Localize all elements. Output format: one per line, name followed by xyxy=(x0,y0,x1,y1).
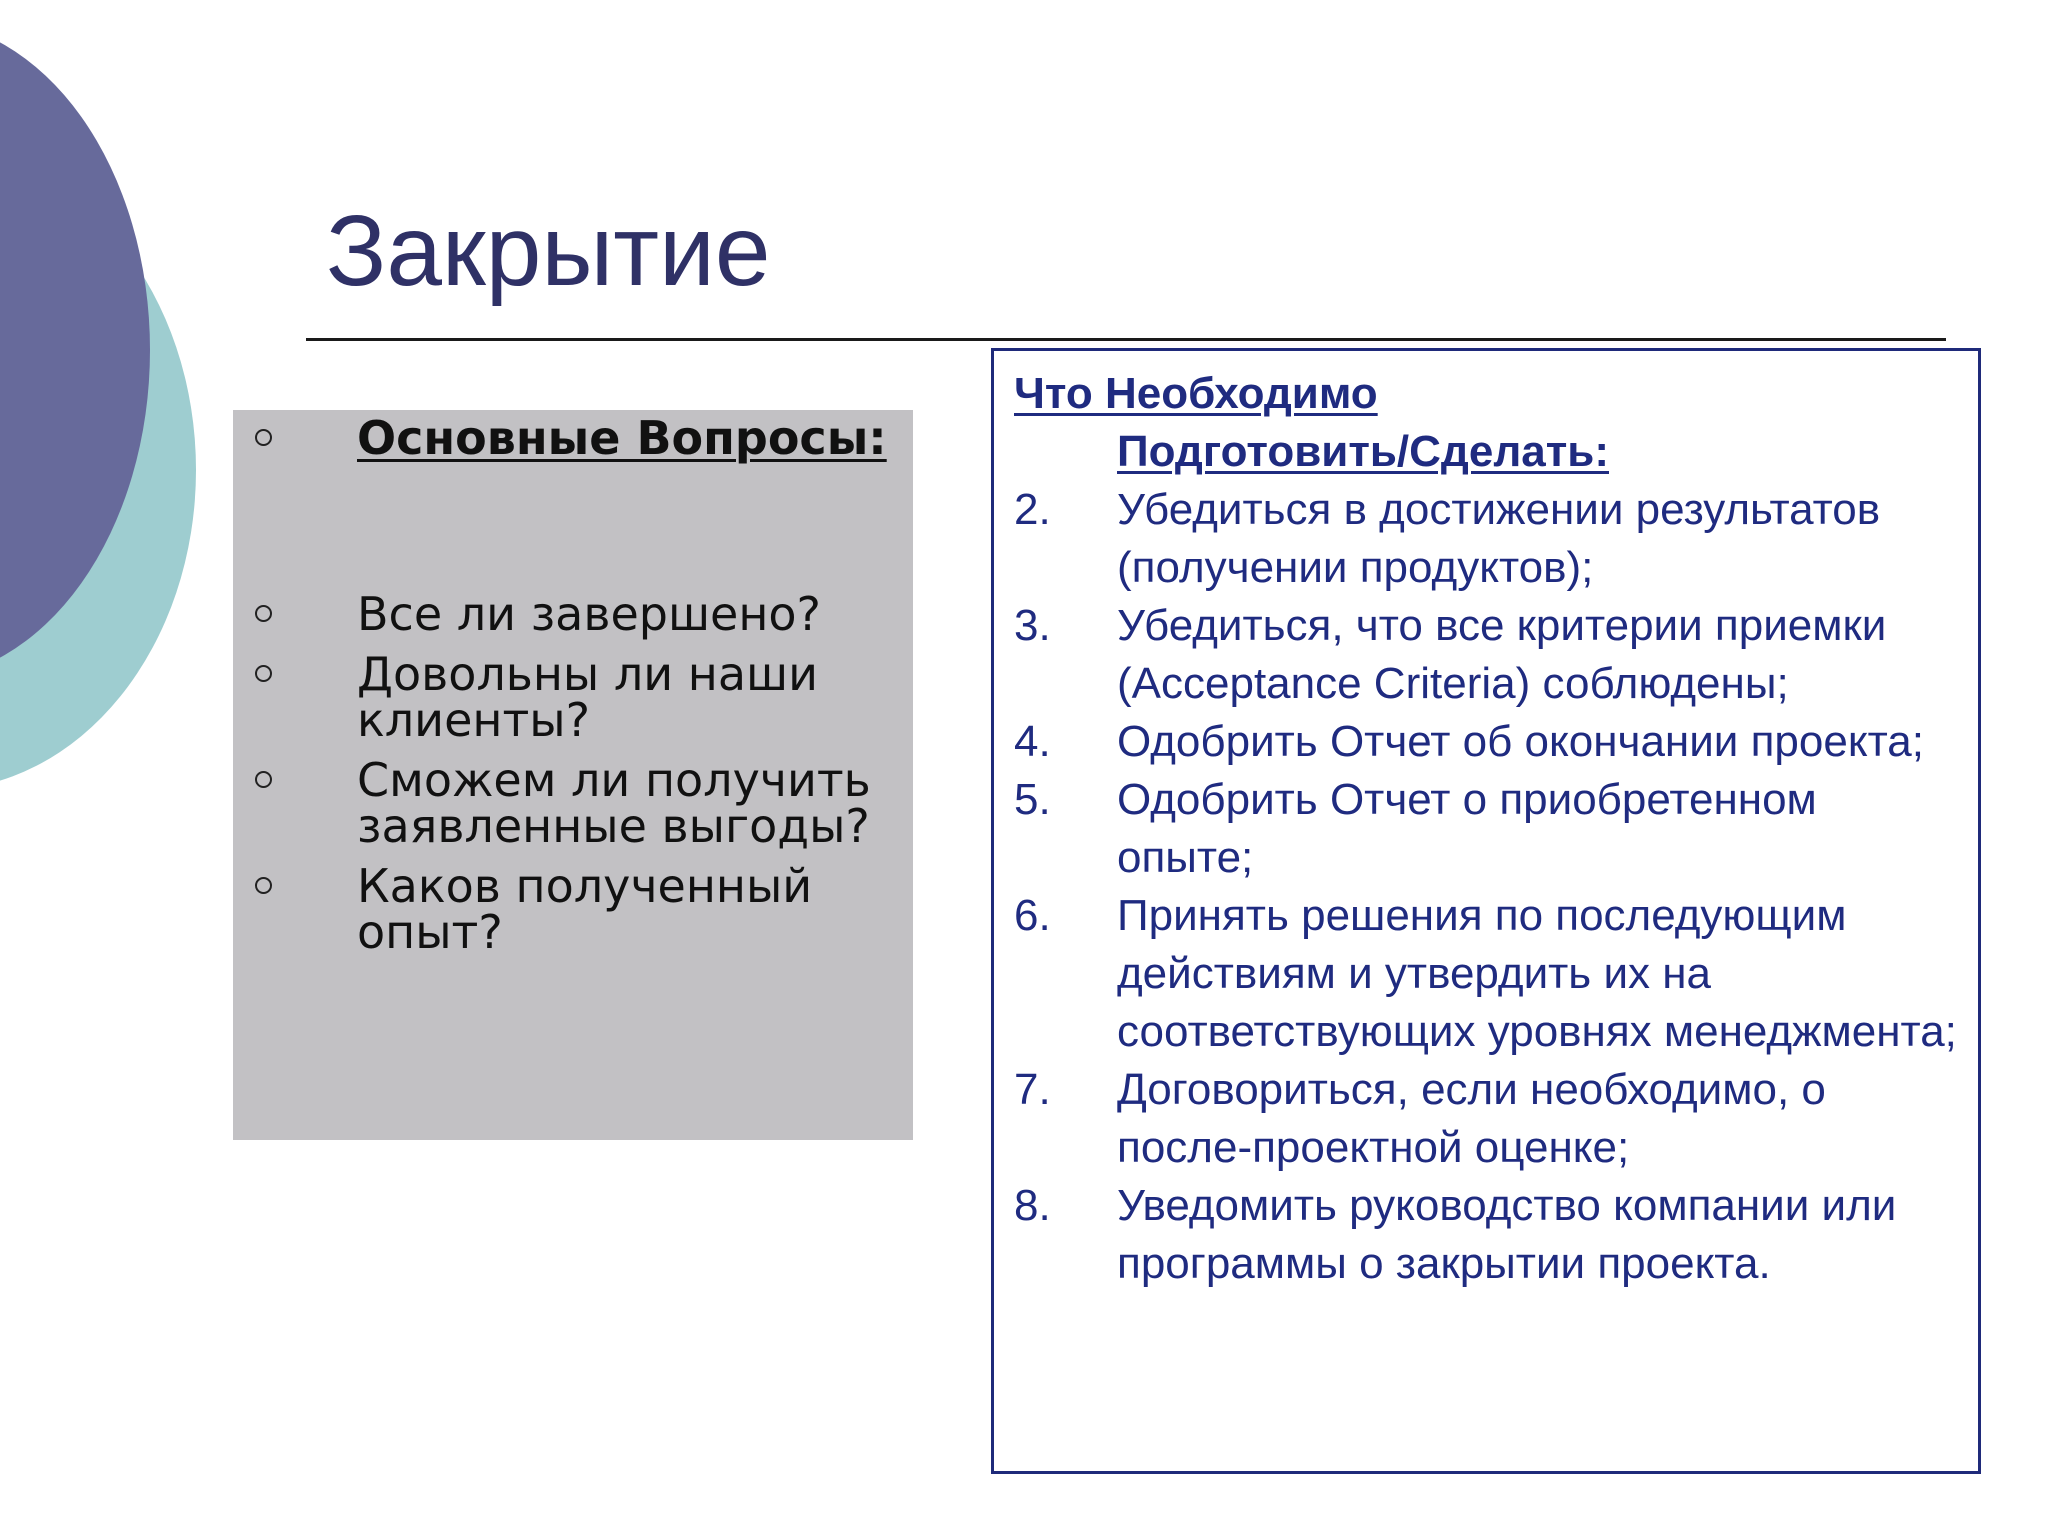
todo-item-number: 8. xyxy=(1014,1181,1051,1230)
key-questions-heading-text: Основные Вопросы: xyxy=(357,411,887,465)
question-text: Довольны ли наши клиенты? xyxy=(357,647,819,747)
todo-item xyxy=(1014,771,1960,887)
key-questions-heading xyxy=(233,411,913,465)
todo-item-text: Одобрить Отчет об окончании проекта; xyxy=(1117,717,1924,766)
circle-bullet-icon xyxy=(255,877,272,894)
todo-item xyxy=(1014,481,1960,597)
todo-item-number: 5. xyxy=(1014,775,1051,824)
todo-heading-line2: Подготовить/Сделать: xyxy=(1117,427,1609,476)
todo-item xyxy=(1014,1061,1960,1177)
todo-item-text: Одобрить Отчет о приобретенном опыте; xyxy=(1117,775,1817,882)
todo-item xyxy=(1014,1177,1960,1293)
todo-item-text: Убедиться в достижении результатов (получении продуктов); xyxy=(1117,485,1881,592)
question-item xyxy=(233,587,913,641)
question-item xyxy=(233,753,913,853)
circle-bullet-icon xyxy=(255,771,272,788)
question-text: Каков полученный опыт? xyxy=(357,859,813,959)
question-item xyxy=(233,859,913,959)
todo-item-number: 4. xyxy=(1014,717,1051,766)
question-text: Сможем ли получить заявленные выгоды? xyxy=(357,753,871,853)
slide-title: Закрытие xyxy=(326,195,771,307)
todo-item-text: Договориться, если необходимо, о после-проектной оценке; xyxy=(1117,1065,1826,1172)
todo-item-number: 3. xyxy=(1014,601,1051,650)
todo-item xyxy=(1014,887,1960,1061)
todo-item-text: Уведомить руководство компании или программы о закрытии проекта. xyxy=(1117,1181,1897,1288)
todo-item-text: Принять решения по последующим действиям и утвердить их на соответствующих уровнях менеджмента; xyxy=(1117,891,1957,1056)
todo-item xyxy=(1014,597,1960,713)
todo-box xyxy=(991,348,1981,1474)
circle-bullet-icon xyxy=(255,665,272,682)
key-questions-panel xyxy=(233,410,913,1140)
question-text: Все ли завершено? xyxy=(357,587,821,641)
todo-item xyxy=(1014,713,1960,771)
title-divider xyxy=(306,338,1946,341)
circle-bullet-icon xyxy=(255,605,272,622)
todo-item-number: 7. xyxy=(1014,1065,1051,1114)
circle-bullet-icon xyxy=(255,429,272,446)
todo-item-number: 6. xyxy=(1014,891,1051,940)
todo-item-number: 2. xyxy=(1014,485,1051,534)
todo-item-text: Убедиться, что все критерии приемки (Acceptance Criteria) соблюдены; xyxy=(1117,601,1887,708)
question-item xyxy=(233,647,913,747)
todo-heading xyxy=(1014,365,1960,481)
todo-heading-line1: Что Необходимо xyxy=(1014,369,1378,418)
